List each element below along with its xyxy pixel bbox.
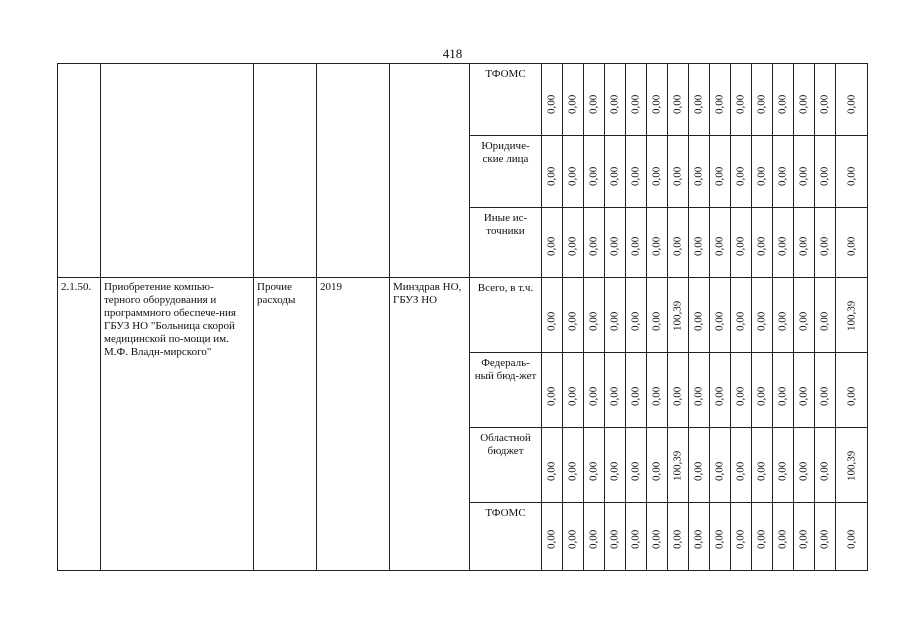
- value-cell: [794, 208, 815, 278]
- value-cell: [794, 64, 815, 136]
- value-text: 0,00: [755, 461, 768, 481]
- value-text: 0,00: [713, 311, 726, 331]
- value-text: 0,00: [671, 529, 684, 549]
- value-cell: [815, 503, 836, 571]
- value-cell: [752, 64, 773, 136]
- value-text: 0,00: [713, 236, 726, 256]
- value-cell: [584, 278, 605, 353]
- value-text: 0,00: [734, 236, 747, 256]
- value-text: 0,00: [566, 461, 579, 481]
- value-cell: [794, 136, 815, 208]
- total-cell: [836, 428, 868, 503]
- value-cell: [668, 353, 689, 428]
- empty-cell: [390, 64, 470, 278]
- value-text: 0,00: [776, 166, 789, 186]
- value-cell: [563, 208, 584, 278]
- value-text: 0,00: [845, 166, 857, 186]
- value-cell: [731, 353, 752, 428]
- value-text: 100,39: [845, 300, 857, 331]
- value-cell: [710, 353, 731, 428]
- empty-cell: [58, 64, 101, 278]
- value-text: 0,00: [629, 236, 642, 256]
- value-cell: [626, 136, 647, 208]
- table-row: [58, 64, 868, 136]
- value-text: 0,00: [692, 94, 705, 114]
- value-cell: [731, 503, 752, 571]
- value-cell: [584, 428, 605, 503]
- value-cell: [752, 208, 773, 278]
- value-text: 0,00: [692, 461, 705, 481]
- value-text: 0,00: [797, 311, 810, 331]
- value-cell: [626, 208, 647, 278]
- value-text: 0,00: [692, 529, 705, 549]
- value-text: 0,00: [650, 461, 663, 481]
- value-text: 0,00: [587, 94, 600, 114]
- value-text: 0,00: [845, 94, 857, 114]
- source-label: Юридиче-ские лица: [470, 136, 542, 208]
- value-text: 0,00: [734, 529, 747, 549]
- value-cell: [542, 136, 563, 208]
- value-cell: [752, 278, 773, 353]
- value-text: 0,00: [671, 166, 684, 186]
- value-text: 0,00: [671, 236, 684, 256]
- value-cell: [794, 278, 815, 353]
- value-cell: [710, 64, 731, 136]
- value-cell: [605, 428, 626, 503]
- value-text: 0,00: [629, 311, 642, 331]
- value-text: 0,00: [692, 236, 705, 256]
- value-text: 0,00: [692, 166, 705, 186]
- value-text: 100,39: [671, 300, 684, 331]
- value-cell: [626, 428, 647, 503]
- value-text: 0,00: [587, 236, 600, 256]
- value-cell: [605, 208, 626, 278]
- value-text: 100,39: [845, 450, 857, 481]
- value-cell: [731, 136, 752, 208]
- value-text: 0,00: [650, 94, 663, 114]
- value-cell: [815, 208, 836, 278]
- value-cell: [668, 428, 689, 503]
- total-cell: [836, 208, 868, 278]
- value-text: 0,00: [566, 529, 579, 549]
- value-cell: [773, 503, 794, 571]
- value-cell: [815, 278, 836, 353]
- value-cell: [584, 353, 605, 428]
- value-text: 0,00: [587, 311, 600, 331]
- value-text: 0,00: [713, 529, 726, 549]
- value-cell: [710, 278, 731, 353]
- value-cell: [626, 503, 647, 571]
- value-text: 0,00: [566, 94, 579, 114]
- empty-cell: [101, 64, 254, 278]
- value-cell: [794, 428, 815, 503]
- value-cell: [605, 353, 626, 428]
- value-cell: [773, 353, 794, 428]
- value-text: 0,00: [608, 236, 621, 256]
- value-text: 0,00: [818, 461, 831, 481]
- total-cell: [836, 278, 868, 353]
- value-cell: [815, 136, 836, 208]
- value-text: 0,00: [629, 166, 642, 186]
- table-row: [58, 278, 868, 353]
- value-text: 0,00: [545, 311, 558, 331]
- value-cell: [584, 136, 605, 208]
- value-cell: [605, 503, 626, 571]
- value-cell: [731, 278, 752, 353]
- value-text: 0,00: [545, 461, 558, 481]
- source-label: Всего, в т.ч.: [470, 278, 542, 353]
- total-cell: [836, 353, 868, 428]
- value-text: 0,00: [776, 94, 789, 114]
- value-cell: [689, 208, 710, 278]
- value-text: 0,00: [692, 386, 705, 406]
- value-cell: [668, 64, 689, 136]
- value-text: 100,39: [671, 450, 684, 481]
- page-number: 418: [442, 46, 463, 61]
- value-text: 0,00: [629, 461, 642, 481]
- value-text: 0,00: [650, 311, 663, 331]
- value-cell: [773, 136, 794, 208]
- value-text: 0,00: [545, 529, 558, 549]
- value-text: 0,00: [797, 461, 810, 481]
- value-cell: [815, 64, 836, 136]
- item-executor: Минздрав НО, ГБУЗ НО: [390, 278, 470, 571]
- value-cell: [563, 503, 584, 571]
- value-text: 0,00: [629, 529, 642, 549]
- value-text: 0,00: [566, 236, 579, 256]
- value-text: 0,00: [713, 386, 726, 406]
- value-cell: [584, 64, 605, 136]
- value-cell: [689, 503, 710, 571]
- value-text: 0,00: [608, 386, 621, 406]
- value-cell: [815, 428, 836, 503]
- value-cell: [668, 136, 689, 208]
- value-cell: [689, 278, 710, 353]
- value-text: 0,00: [797, 94, 810, 114]
- value-text: 0,00: [818, 529, 831, 549]
- value-text: 0,00: [545, 166, 558, 186]
- value-text: 0,00: [734, 461, 747, 481]
- value-text: 0,00: [566, 386, 579, 406]
- value-cell: [731, 208, 752, 278]
- value-cell: [773, 278, 794, 353]
- value-cell: [605, 64, 626, 136]
- value-text: 0,00: [692, 311, 705, 331]
- value-text: 0,00: [566, 166, 579, 186]
- value-text: 0,00: [818, 311, 831, 331]
- value-text: 0,00: [818, 166, 831, 186]
- value-cell: [647, 503, 668, 571]
- expense-type: Прочие расходы: [254, 278, 317, 571]
- empty-cell: [254, 64, 317, 278]
- value-text: 0,00: [608, 166, 621, 186]
- value-text: 0,00: [545, 94, 558, 114]
- value-text: 0,00: [671, 386, 684, 406]
- empty-cell: [317, 64, 390, 278]
- source-label: Иные ис-точники: [470, 208, 542, 278]
- total-cell: [836, 503, 868, 571]
- value-cell: [689, 136, 710, 208]
- value-text: 0,00: [818, 94, 831, 114]
- value-text: 0,00: [608, 94, 621, 114]
- value-text: 0,00: [845, 236, 857, 256]
- value-cell: [668, 208, 689, 278]
- value-cell: [752, 353, 773, 428]
- value-cell: [731, 64, 752, 136]
- source-label: Областной бюджет: [470, 428, 542, 503]
- value-text: 0,00: [734, 386, 747, 406]
- value-text: 0,00: [797, 236, 810, 256]
- value-cell: [605, 136, 626, 208]
- value-cell: [605, 278, 626, 353]
- value-cell: [542, 503, 563, 571]
- value-text: 0,00: [608, 461, 621, 481]
- value-cell: [542, 278, 563, 353]
- value-text: 0,00: [755, 236, 768, 256]
- value-cell: [689, 353, 710, 428]
- value-text: 0,00: [587, 166, 600, 186]
- value-text: 0,00: [776, 386, 789, 406]
- value-cell: [563, 353, 584, 428]
- value-cell: [563, 136, 584, 208]
- value-text: 0,00: [650, 529, 663, 549]
- value-text: 0,00: [755, 94, 768, 114]
- value-text: 0,00: [587, 529, 600, 549]
- value-text: 0,00: [671, 94, 684, 114]
- value-cell: [542, 353, 563, 428]
- value-cell: [710, 136, 731, 208]
- value-cell: [773, 64, 794, 136]
- value-cell: [563, 428, 584, 503]
- value-cell: [584, 208, 605, 278]
- value-cell: [647, 428, 668, 503]
- value-text: 0,00: [755, 386, 768, 406]
- value-text: 0,00: [776, 461, 789, 481]
- value-text: 0,00: [650, 386, 663, 406]
- value-text: 0,00: [650, 236, 663, 256]
- total-cell: [836, 64, 868, 136]
- value-cell: [626, 64, 647, 136]
- value-cell: [647, 64, 668, 136]
- value-text: 0,00: [713, 94, 726, 114]
- value-cell: [647, 136, 668, 208]
- value-cell: [752, 503, 773, 571]
- value-text: 0,00: [734, 311, 747, 331]
- value-text: 0,00: [629, 386, 642, 406]
- value-cell: [773, 208, 794, 278]
- value-text: 0,00: [755, 311, 768, 331]
- source-label: ТФОМС: [470, 503, 542, 571]
- value-text: 0,00: [713, 461, 726, 481]
- value-text: 0,00: [566, 311, 579, 331]
- budget-table: [57, 63, 868, 571]
- value-cell: [689, 64, 710, 136]
- value-cell: [647, 278, 668, 353]
- item-name: Приобретение компью-терного оборудования и программного обеспече-ния ГБУЗ НО "Больница скорой медицинской по-мощи им. М.Ф. Владн-мирского": [101, 278, 254, 571]
- value-text: 0,00: [797, 166, 810, 186]
- value-text: 0,00: [650, 166, 663, 186]
- value-text: 0,00: [734, 94, 747, 114]
- value-cell: [647, 353, 668, 428]
- value-text: 0,00: [845, 529, 857, 549]
- value-text: 0,00: [608, 311, 621, 331]
- value-text: 0,00: [545, 236, 558, 256]
- value-text: 0,00: [845, 386, 857, 406]
- value-cell: [815, 353, 836, 428]
- total-cell: [836, 136, 868, 208]
- value-text: 0,00: [713, 166, 726, 186]
- value-text: 0,00: [608, 529, 621, 549]
- value-text: 0,00: [818, 386, 831, 406]
- value-cell: [752, 428, 773, 503]
- value-text: 0,00: [755, 166, 768, 186]
- value-text: 0,00: [734, 166, 747, 186]
- value-cell: [710, 208, 731, 278]
- value-cell: [731, 428, 752, 503]
- value-cell: [542, 64, 563, 136]
- value-text: 0,00: [818, 236, 831, 256]
- value-cell: [647, 208, 668, 278]
- value-cell: [626, 278, 647, 353]
- value-cell: [752, 136, 773, 208]
- item-year: 2019: [317, 278, 390, 571]
- value-cell: [563, 278, 584, 353]
- value-cell: [689, 428, 710, 503]
- value-text: 0,00: [776, 311, 789, 331]
- item-number: 2.1.50.: [58, 278, 101, 571]
- value-text: 0,00: [755, 529, 768, 549]
- value-text: 0,00: [797, 386, 810, 406]
- value-text: 0,00: [776, 236, 789, 256]
- value-cell: [668, 503, 689, 571]
- value-cell: [794, 503, 815, 571]
- value-cell: [710, 428, 731, 503]
- value-cell: [773, 428, 794, 503]
- value-cell: [710, 503, 731, 571]
- value-cell: [668, 278, 689, 353]
- value-text: 0,00: [797, 529, 810, 549]
- source-label: ТФОМС: [470, 64, 542, 136]
- value-cell: [584, 503, 605, 571]
- value-text: 0,00: [776, 529, 789, 549]
- value-cell: [563, 64, 584, 136]
- value-cell: [794, 353, 815, 428]
- value-cell: [626, 353, 647, 428]
- value-text: 0,00: [587, 386, 600, 406]
- value-text: 0,00: [629, 94, 642, 114]
- value-text: 0,00: [587, 461, 600, 481]
- value-text: 0,00: [545, 386, 558, 406]
- value-cell: [542, 428, 563, 503]
- value-cell: [542, 208, 563, 278]
- source-label: Федераль-ный бюд-жет: [470, 353, 542, 428]
